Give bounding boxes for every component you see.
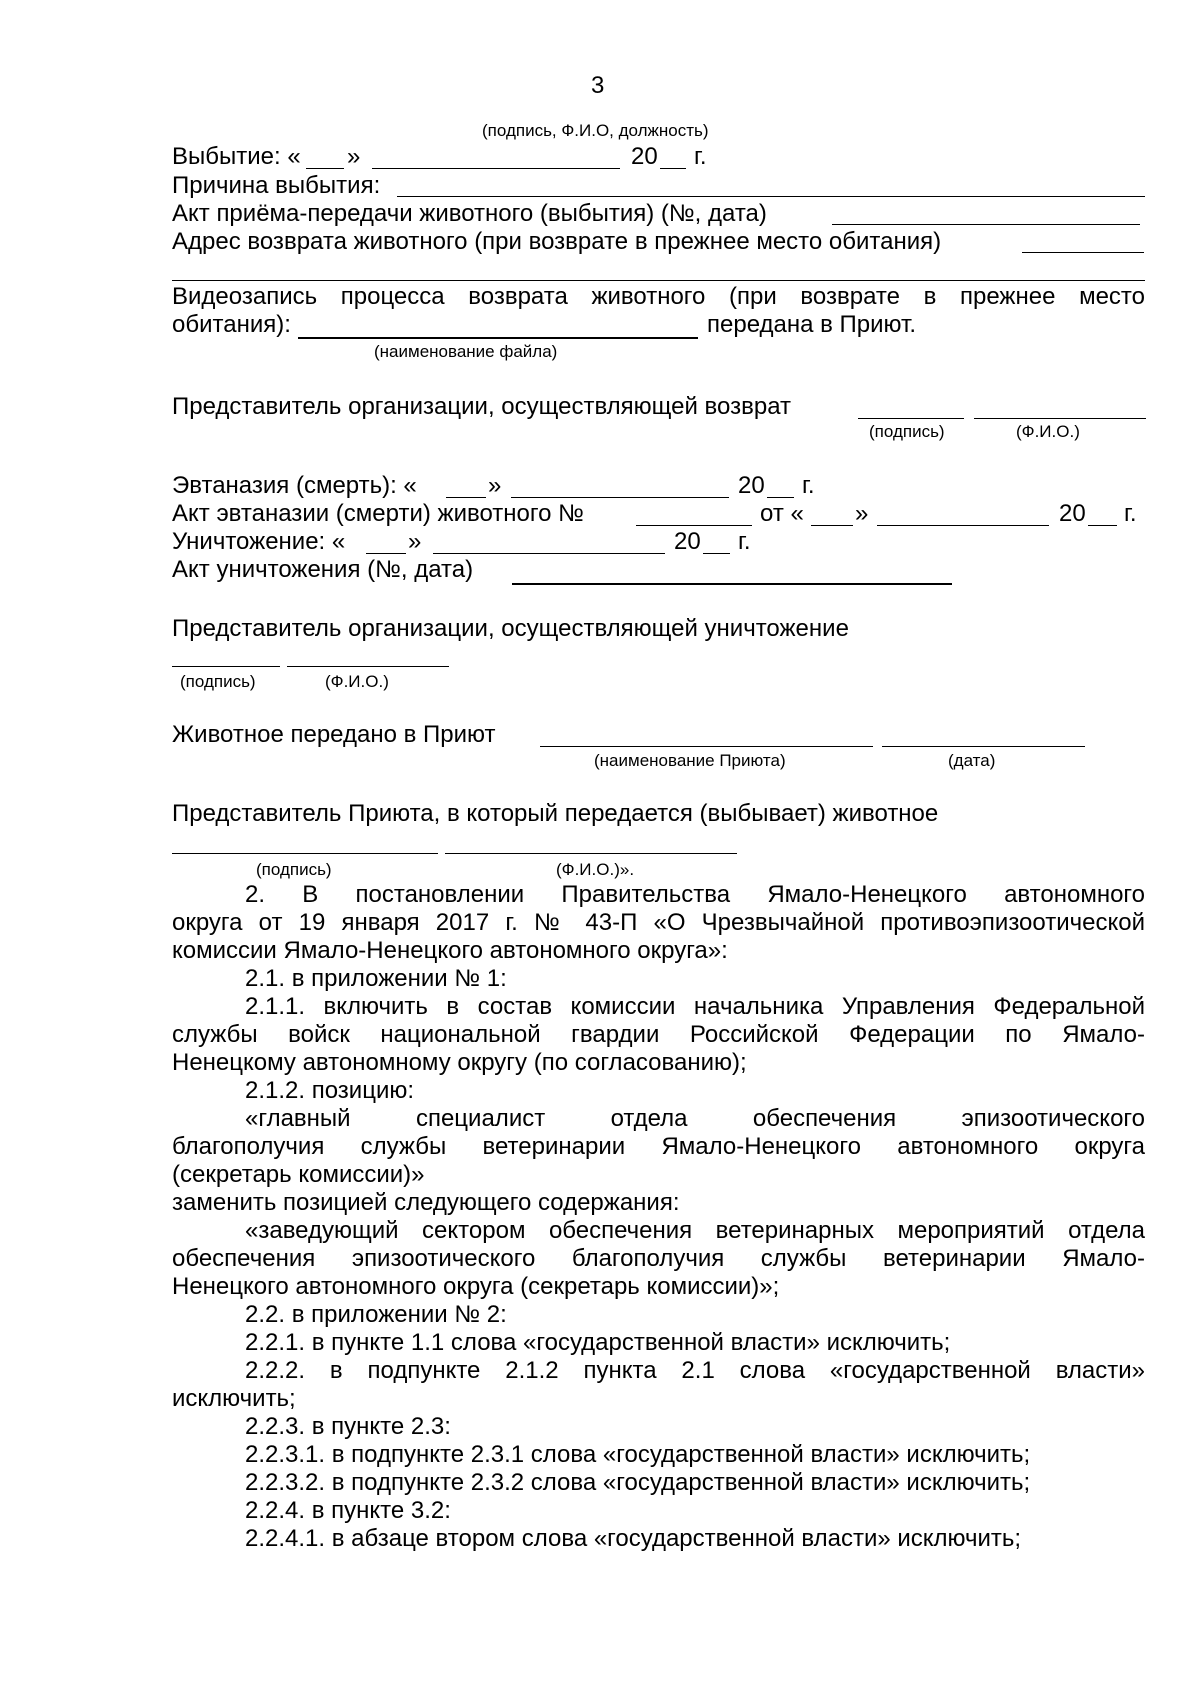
unichtozhenie-day-line[interactable] [366,553,406,554]
para-2-line-2: округа от 19 января 2017 г. № 43-П «О Чрезвычайной противоэпизоотической [172,909,1145,936]
para-2-1-1-line-1: 2.1.1. включить в состав комиссии начальника Управления Федеральной [245,993,1145,1020]
para-2-2-3-2: 2.2.3.2. в подпункте 2.3.2 слова «государственной власти» исключить; [245,1469,1031,1496]
vybytie-month-line[interactable] [372,168,620,169]
quote-1-line-3: (секретарь комиссии)» [172,1161,425,1188]
caption-filename: (наименование файла) [374,342,558,361]
akt-evtanazii-ot: от « [760,500,804,527]
predst-priyut-label: Представитель Приюта, в который передается (выбывает) животное [172,800,939,827]
akt-evtanazii-month-line[interactable] [877,525,1049,526]
akt-evtanazii-number-line[interactable] [636,525,752,526]
akt-evtanazii-year-line[interactable] [1088,525,1117,526]
para-2-2-1: 2.2.1. в пункте 1.1 слова «государственной власти» исключить; [245,1329,951,1356]
vybytie-day-line[interactable] [306,168,344,169]
quote-1-line-2: благополучия службы ветеринарии Ямало-Ненецкого автономного округа [172,1133,1145,1160]
vybytie-label: Выбытие: « [172,143,301,170]
para-2-line-1: 2. В постановлении Правительства Ямало-Ненецкого автономного [245,881,1145,908]
predst-vozvrat-sign-line[interactable] [858,418,964,419]
akt-unichtozheniya-line[interactable] [512,583,952,585]
predst-priyut-fio-line[interactable] [445,853,737,854]
video-line-1: Видеозапись процесса возврата животного (при возврате в прежнее место [172,283,1145,310]
adres-vozvrata-line-2[interactable] [172,280,1145,281]
akt-vybytiya-line[interactable] [832,224,1140,225]
adres-vozvrata-line[interactable] [1022,252,1144,253]
para-2-2-2-line-2: исключить; [172,1385,296,1412]
video-filename-line[interactable] [298,337,698,339]
unichtozhenie-month-line[interactable] [433,553,665,554]
unichtozhenie-g: г. [738,528,751,555]
evtanaziya-day-line[interactable] [446,497,486,498]
caption-fio-2: (Ф.И.О.) [325,672,389,691]
para-2-line-3: комиссии Ямало-Ненецкого автономного округа»: [172,937,728,964]
unichtozhenie-year: 20 [674,528,701,555]
predst-priyut-sign-line[interactable] [172,853,438,854]
para-2-2-3-1: 2.2.3.1. в подпункте 2.3.1 слова «государственной власти» исключить; [245,1441,1031,1468]
akt-unichtozheniya-label: Акт уничтожения (№, дата) [172,556,474,583]
caption-date: (дата) [948,751,996,770]
caption-fio-3: (Ф.И.О.)». [556,860,635,879]
caption-sign-1: (подпись) [869,422,945,441]
quote-2-line-3: Ненецкого автономного округа (секретарь комиссии)»; [172,1273,780,1300]
akt-evtanazii-year: 20 [1059,500,1086,527]
vybytie-year: 20 [631,143,658,170]
peredano-label: Животное передано в Приют [172,721,496,748]
para-2-1-2: 2.1.2. позицию: [245,1077,415,1104]
evtanaziya-year-line[interactable] [767,497,794,498]
akt-evtanazii-day-line[interactable] [811,525,853,526]
video-line-2-end: передана в Приют. [707,311,917,338]
caption-fio-1: (Ф.И.О.) [1016,422,1080,441]
evtanaziya-g: г. [802,472,815,499]
unichtozhenie-quote-close: » [408,528,422,555]
caption-sign-2: (подпись) [180,672,256,691]
para-2-2-3: 2.2.3. в пункте 2.3: [245,1413,451,1440]
caption-priyut-name: (наименование Приюта) [594,751,786,770]
caption-sign-3: (подпись) [256,860,332,879]
zamenit-line: заменить позицией следующего содержания: [172,1189,680,1216]
evtanaziya-label: Эвтаназия (смерть): « [172,472,417,499]
quote-1-line-1: «главный специалист отдела обеспечения эпизоотического [245,1105,1145,1132]
akt-evtanazii-label: Акт эвтаназии (смерти) животного № [172,500,584,527]
akt-evtanazii-g: г. [1124,500,1137,527]
para-2-2: 2.2. в приложении № 2: [245,1301,507,1328]
peredano-priyut-line[interactable] [540,746,873,747]
prichina-line[interactable] [397,196,1145,197]
caption-signature-position: (подпись, Ф.И.О, должность) [482,121,709,140]
prichina-label: Причина выбытия: [172,172,381,199]
predst-unichtozh-fio-line[interactable] [287,666,449,667]
vybytie-year-line[interactable] [660,168,686,169]
para-2-1-1-line-3: Ненецкому автономному округу (по согласованию); [172,1049,747,1076]
akt-evtanazii-quote-close: » [855,500,869,527]
para-2-1: 2.1. в приложении № 1: [245,965,507,992]
para-2-1-1-line-2: службы войск национальной гвардии Российской Федерации по Ямало- [172,1021,1145,1048]
predst-vozvrat-label: Представитель организации, осуществляющей возврат [172,393,792,420]
quote-2-line-1: «заведующий сектором обеспечения ветеринарных мероприятий отдела [245,1217,1145,1244]
quote-2-line-2: обеспечения эпизоотического благополучия службы ветеринарии Ямало- [172,1245,1145,1272]
predst-unichtozh-sign-line[interactable] [172,666,280,667]
vybytie-g: г. [694,143,707,170]
vybytie-quote-close: » [347,143,361,170]
adres-vozvrata-label: Адрес возврата животного (при возврате в прежнее место обитания) [172,228,942,255]
peredano-date-line[interactable] [882,746,1085,747]
evtanaziya-quote-close: » [488,472,502,499]
unichtozhenie-year-line[interactable] [703,553,730,554]
para-2-2-4: 2.2.4. в пункте 3.2: [245,1497,451,1524]
evtanaziya-year: 20 [738,472,765,499]
akt-vybytiya-label: Акт приёма-передачи животного (выбытия) (№, дата) [172,200,767,227]
evtanaziya-month-line[interactable] [511,497,729,498]
page-number: 3 [591,72,605,99]
para-2-2-4-1: 2.2.4.1. в абзаце втором слова «государственной власти» исключить; [245,1525,1022,1552]
predst-unichtozh-label: Представитель организации, осуществляющей уничтожение [172,615,849,642]
predst-vozvrat-fio-line[interactable] [974,418,1146,419]
unichtozhenie-label: Уничтожение: « [172,528,346,555]
video-line-2-start: обитания): [172,311,291,338]
para-2-2-2-line-1: 2.2.2. в подпункте 2.1.2 пункта 2.1 слова «государственной власти» [245,1357,1145,1384]
